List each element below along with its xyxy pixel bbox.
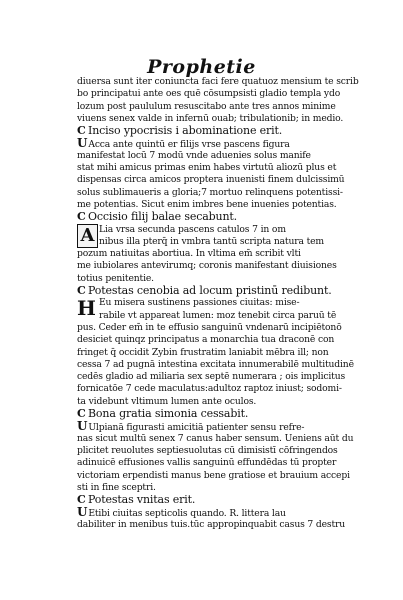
line-text: Ulpianā figurasti amicitiā patienter sensu refre- [88,422,305,433]
line-text: Potestas cenobia ad locum pristinū redibunt. [88,285,332,298]
line-text: me iubiolares antevirumq; coronis manifestant diuisiones [77,260,337,272]
line-text: pozum natiuitas abortiua. In vltima em̄ scribit vlti [77,248,301,260]
line-text: Occisio filij balae secabunt. [88,211,238,224]
section-heading [77,211,379,223]
line-text: pus. Ceder em̄ in te effusio sanguinū vndenarū incipiētonō [77,321,342,333]
line-text: cedēs gladio ad miliaria sex septē numerara ; ois implicitus [77,371,346,383]
text-line [77,260,379,272]
text-line [77,506,379,518]
line-text: diuersa sunt iter coniuncta faci fere quatuoz mensium te scrib [77,76,359,87]
line-text: dispensas circa amicos proptera inuenisti finem dulcissimū [77,174,345,186]
text-block [77,137,379,211]
text-line [77,101,379,113]
line-text: victoriam erpendisti manus bene gratiose et brauium accepi [77,469,350,481]
line-text: Lia vrsa secunda pascens catulos 7 in om [99,223,286,235]
text-line [77,76,379,88]
text-line [77,445,379,457]
line-text: Bona gratia simonia cessabit. [88,408,249,421]
line-text: stat mihi amicus primas enim habes virtutū aliozū plus et [77,162,337,174]
text-line [77,519,379,531]
running-header: Prophetie [147,56,256,78]
line-text: fornicatōe 7 cede maculatus:adultoz raptoz iniust; sodomi- [77,383,342,395]
text-line [77,408,379,420]
large-initial: H [77,296,96,321]
line-text: adinuicē effusiones vallis sanguinū effundēdas tū propter [77,457,337,469]
text-line [77,162,379,174]
line-text: Acca ante quintū er filijs vrse pascens figura [88,139,290,150]
pilcrow-icon: C [77,408,86,421]
section-heading [77,494,379,506]
text-block [77,420,379,494]
section-heading [77,408,379,420]
line-text: solus sublimaueris a gloria;7 mortuo relinquens potentissi- [77,186,343,198]
text-line [77,457,379,469]
line-text: totius penitentie. [77,272,154,284]
text-line [77,347,379,359]
text-line [77,359,379,371]
text-line [77,174,379,186]
line-text: bo principatui ante oes quē cōsumpsisti gladio templa ydo [77,88,341,100]
text-line [77,433,379,445]
text-block [77,297,379,408]
text-block [77,506,379,531]
line-text: rabile vt appareat lumen: moz tenebit circa paruū tē [99,309,337,321]
text-line [77,494,379,506]
text-line [77,88,379,100]
line-text: viuens senex valde in infernū ouab; tribulationib; in medio. [77,112,344,124]
text-line [77,187,379,199]
text-line [77,334,379,346]
initial-letter: U [77,137,88,150]
text-line [77,199,379,211]
line-text: desiciet quinqz principatus a monarchia tua draconē con [77,334,335,346]
line-text: manifestat locū 7 modū vnde aduenies solus manife [77,149,311,161]
text-line [77,285,379,297]
pilcrow-icon: C [77,211,86,224]
text-line [77,211,379,223]
line-text: fringet q̄ occidit Zybin frustratim laniabit mēbra ill; non [77,346,329,358]
line-text: Potestas vnitas erit. [88,494,196,507]
text-block [77,224,379,285]
text-line [77,322,379,334]
text-line [77,236,379,248]
text-line [77,137,379,149]
text-line [77,383,379,395]
text-line [77,150,379,162]
line-text: ta videbunt vltimum lumen ante oculos. [77,395,257,407]
text-line [77,470,379,482]
pilcrow-icon: C [77,494,86,507]
line-text: Eu misera sustinens passiones ciuitas: mise- [99,297,300,309]
line-text: cessa 7 ad pugnā intestina excitata innumerabilē multitudinē [77,358,354,370]
pilcrow-icon: C [77,125,86,138]
section-heading [77,125,379,137]
section-heading [77,285,379,297]
initial-letter: U [77,420,88,433]
line-text: Etibi ciuitas septicolis quando. R. littera lau [88,508,286,519]
line-text: sti in fine sceptri. [77,481,156,493]
initial-letter: U [77,506,88,519]
text-line [77,125,379,137]
line-text: me potentias. Sicut enim imbres bene inuenies potentias. [77,198,337,210]
text-line [77,113,379,125]
pilcrow-icon: C [77,285,86,298]
text-line [77,420,379,432]
text-line [77,310,379,322]
text-line [77,248,379,260]
line-text: lozum post paululum resuscitabo ante tres annos minime [77,100,336,112]
line-text: nibus illa pterq̄ in vmbra tantū scripta natura tem [99,235,324,247]
text-line [77,482,379,494]
text-line [77,396,379,408]
line-text: plicitet reuolutes septiesuolutas cū dimisistī cōfringendos [77,444,338,456]
decorated-initial: A [77,224,98,248]
text-line [77,371,379,383]
line-text: Inciso ypocrisis i abominatione erit. [88,125,283,138]
text-line [77,273,379,285]
text-line [77,224,379,236]
text-block [77,76,379,125]
line-text: nas sicut multū senex 7 canus haber sensum. Ueniens aūt du [77,432,354,444]
text-column [77,76,379,531]
line-text: dabiliter in menibus tuis.tūc appropinquabit casus 7 destru [77,518,346,530]
text-line [77,297,379,309]
